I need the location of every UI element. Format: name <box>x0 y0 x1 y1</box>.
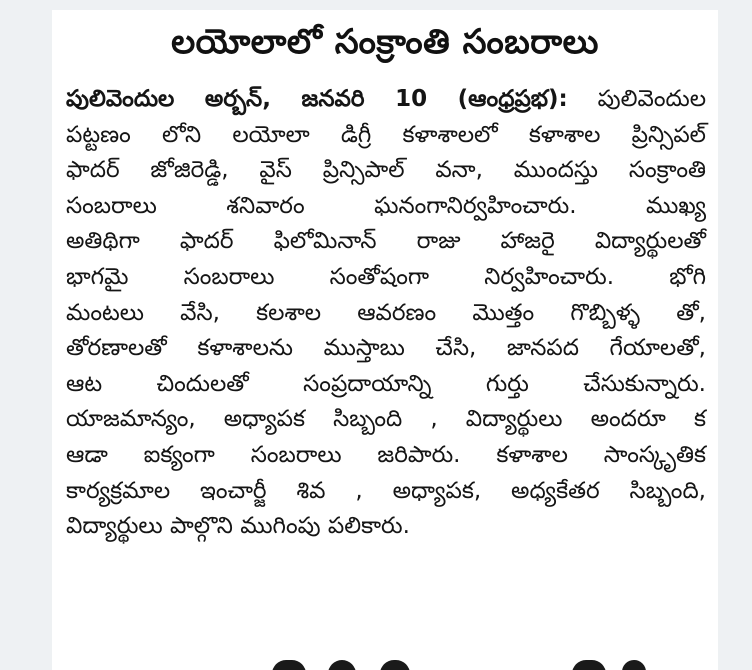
article-line-8: తోరణాలతో కళాశాలను ముస్తాబు చేసి, జానపద గేయాలతో, <box>66 335 706 362</box>
article-line-3: ఫాదర్ జోజిరెడ్డి, వైస్ ప్రిన్సిపాల్ వనా, ముందస్తు సంక్రాంతి <box>66 157 706 184</box>
cropped-glyph <box>272 660 306 670</box>
article-line-4: సంబరాలు శనివారం ఘనంగానిర్వహించారు. ముఖ్య <box>66 192 706 219</box>
article-line-1-text: పులివెందుల <box>597 86 707 112</box>
article-line-1 <box>66 82 706 118</box>
article-line-6: భాగమై సంబరాలు సంతోషంగా నిర్వహించారు. భోగి <box>66 263 706 290</box>
cropped-glyph <box>328 660 356 670</box>
article-headline: లయోలాలో సంక్రాంతి సంబరాలు <box>171 22 599 62</box>
article-line-7: మంటలు వేసి, కలశాల ఆవరణం మొత్తం గొబ్బిళ్ళ తో, <box>66 299 706 326</box>
article-line-11: ఆడా ఐక్యంగా సంబరాలు జరిపారు. కళాశాల సాంస్కృతిక <box>66 441 706 468</box>
cropped-glyph <box>572 660 606 670</box>
article-line-13: విద్యార్థులు పాల్గొని ముగింపు పలికారు. <box>66 513 410 540</box>
article-line-10: యాజమాన్యం, అధ్యాపక సిబ్బంది , విద్యార్థులు అందరూ క <box>66 406 706 433</box>
article-line-12: కార్యక్రమాల ఇంచార్జీ శివ , అధ్యాపక, అధ్యకేతర సిబ్బంది, <box>66 477 706 504</box>
cropped-glyph <box>622 660 646 670</box>
cropped-glyph <box>380 660 410 670</box>
article-dateline: పులివెందుల అర్బన్, జనవరి 10 (ఆంధ్రప్రభ): <box>66 86 568 112</box>
news-article-clipping <box>52 10 718 670</box>
article-line-2: పట్టణం లోని లయోలా డిగ్రీ కళాశాలలో కళాశాల ప్రిన్సిపల్ <box>66 121 706 148</box>
article-line-5: అతిథిగా ఫాదర్ ఫిలోమినాన్ రాజు హాజరై విద్యార్థులతో <box>66 228 706 255</box>
article-line-9: ఆట చిందులతో సంప్రదాయాన్ని గుర్తు చేసుకున్నారు. <box>66 370 706 397</box>
article-body <box>66 82 706 545</box>
cropped-next-headline <box>152 656 652 670</box>
